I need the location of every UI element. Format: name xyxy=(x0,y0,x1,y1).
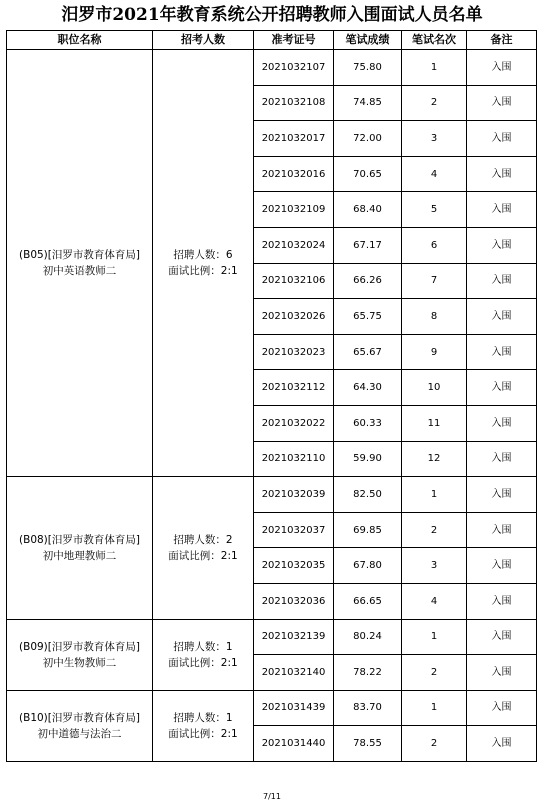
quota-count: 招聘人数：1 xyxy=(173,640,233,653)
rank-cell: 3 xyxy=(402,548,467,584)
page-number: 7/11 xyxy=(263,792,281,801)
page-title: 汨罗市2021年教育系统公开招聘教师入围面试人员名单 xyxy=(61,5,483,25)
exam-id-cell: 2021032024 xyxy=(254,227,334,263)
quota-count: 招聘人数：1 xyxy=(173,711,233,724)
exam-id-cell: 2021032106 xyxy=(254,263,334,299)
note-cell: 入围 xyxy=(467,441,537,477)
rank-cell: 4 xyxy=(402,583,467,619)
note-cell: 入围 xyxy=(467,405,537,441)
exam-id-cell: 2021032039 xyxy=(254,477,334,513)
exam-id-cell: 2021032036 xyxy=(254,583,334,619)
score-cell: 68.40 xyxy=(334,192,402,228)
exam-id-cell: 2021032140 xyxy=(254,655,334,691)
exam-id-cell: 2021032016 xyxy=(254,156,334,192)
table-row xyxy=(7,50,537,86)
score-cell: 64.30 xyxy=(334,370,402,406)
exam-id-cell: 2021032110 xyxy=(254,441,334,477)
rank-cell: 1 xyxy=(402,50,467,86)
position-unit: (B08)[汨罗市教育体育局] xyxy=(19,533,140,546)
rank-cell: 10 xyxy=(402,370,467,406)
interview-ratio: 面试比例：2:1 xyxy=(168,727,238,740)
interview-ratio: 面试比例：2:1 xyxy=(168,656,238,669)
note-cell: 入围 xyxy=(467,85,537,121)
score-cell: 60.33 xyxy=(334,405,402,441)
note-cell: 入围 xyxy=(467,655,537,691)
position-cell xyxy=(7,690,153,761)
score-cell: 67.17 xyxy=(334,227,402,263)
exam-id-cell: 2021032112 xyxy=(254,370,334,406)
header-exam-id: 准考证号 xyxy=(254,31,334,50)
position-title: 初中英语教师二 xyxy=(42,265,117,278)
score-cell: 66.65 xyxy=(334,583,402,619)
score-cell: 65.75 xyxy=(334,299,402,335)
note-cell: 入围 xyxy=(467,477,537,513)
exam-id-cell: 2021032139 xyxy=(254,619,334,655)
rank-cell: 2 xyxy=(402,726,467,762)
rank-cell: 6 xyxy=(402,227,467,263)
exam-id-cell: 2021031440 xyxy=(254,726,334,762)
rank-cell: 5 xyxy=(402,192,467,228)
score-cell: 82.50 xyxy=(334,477,402,513)
score-cell: 78.22 xyxy=(334,655,402,691)
note-cell: 入围 xyxy=(467,512,537,548)
position-title: 初中道德与法治二 xyxy=(37,727,122,740)
position-cell xyxy=(7,619,153,690)
note-cell: 入围 xyxy=(467,583,537,619)
header-score: 笔试成绩 xyxy=(334,31,402,50)
quota-cell xyxy=(153,619,254,690)
rank-cell: 12 xyxy=(402,441,467,477)
table-row xyxy=(7,690,537,726)
table-row xyxy=(7,477,537,513)
rank-cell: 1 xyxy=(402,619,467,655)
note-cell: 入围 xyxy=(467,192,537,228)
score-cell: 72.00 xyxy=(334,121,402,157)
quota-cell xyxy=(153,690,254,761)
note-cell: 入围 xyxy=(467,299,537,335)
note-cell: 入围 xyxy=(467,156,537,192)
note-cell: 入围 xyxy=(467,121,537,157)
note-cell: 入围 xyxy=(467,370,537,406)
exam-id-cell: 2021031439 xyxy=(254,690,334,726)
exam-id-cell: 2021032037 xyxy=(254,512,334,548)
note-cell: 入围 xyxy=(467,690,537,726)
exam-id-cell: 2021032026 xyxy=(254,299,334,335)
note-cell: 入围 xyxy=(467,619,537,655)
rank-cell: 7 xyxy=(402,263,467,299)
exam-id-cell: 2021032022 xyxy=(254,405,334,441)
exam-id-cell: 2021032023 xyxy=(254,334,334,370)
score-cell: 80.24 xyxy=(334,619,402,655)
note-cell: 入围 xyxy=(467,50,537,86)
table-body xyxy=(7,50,537,762)
exam-id-cell: 2021032035 xyxy=(254,548,334,584)
rank-cell: 2 xyxy=(402,85,467,121)
rank-cell: 8 xyxy=(402,299,467,335)
score-cell: 65.67 xyxy=(334,334,402,370)
header-row xyxy=(7,31,537,50)
score-cell: 74.85 xyxy=(334,85,402,121)
header-rank: 笔试名次 xyxy=(402,31,467,50)
score-cell: 59.90 xyxy=(334,441,402,477)
score-cell: 78.55 xyxy=(334,726,402,762)
note-cell: 入围 xyxy=(467,334,537,370)
candidate-table xyxy=(6,30,537,762)
position-cell xyxy=(7,477,153,619)
rank-cell: 4 xyxy=(402,156,467,192)
table-row xyxy=(7,619,537,655)
rank-cell: 3 xyxy=(402,121,467,157)
rank-cell: 2 xyxy=(402,512,467,548)
quota-cell xyxy=(153,50,254,477)
note-cell: 入围 xyxy=(467,548,537,584)
score-cell: 83.70 xyxy=(334,690,402,726)
note-cell: 入围 xyxy=(467,263,537,299)
position-cell xyxy=(7,50,153,477)
quota-count: 招聘人数：2 xyxy=(173,533,233,546)
note-cell: 入围 xyxy=(467,227,537,263)
header-note: 备注 xyxy=(467,31,537,50)
rank-cell: 9 xyxy=(402,334,467,370)
rank-cell: 2 xyxy=(402,655,467,691)
position-unit: (B05)[汨罗市教育体育局] xyxy=(19,249,140,262)
quota-count: 招聘人数：6 xyxy=(173,249,233,262)
position-title: 初中地理教师二 xyxy=(42,549,117,562)
exam-id-cell: 2021032109 xyxy=(254,192,334,228)
score-cell: 66.26 xyxy=(334,263,402,299)
header-position: 职位名称 xyxy=(7,31,153,50)
rank-cell: 1 xyxy=(402,477,467,513)
interview-ratio: 面试比例：2:1 xyxy=(168,549,238,562)
position-title: 初中生物教师二 xyxy=(42,656,117,669)
exam-id-cell: 2021032108 xyxy=(254,85,334,121)
exam-id-cell: 2021032017 xyxy=(254,121,334,157)
interview-ratio: 面试比例：2:1 xyxy=(168,265,238,278)
score-cell: 67.80 xyxy=(334,548,402,584)
position-unit: (B10)[汨罗市教育体育局] xyxy=(19,711,140,724)
rank-cell: 11 xyxy=(402,405,467,441)
exam-id-cell: 2021032107 xyxy=(254,50,334,86)
note-cell: 入围 xyxy=(467,726,537,762)
score-cell: 70.65 xyxy=(334,156,402,192)
score-cell: 75.80 xyxy=(334,50,402,86)
rank-cell: 1 xyxy=(402,690,467,726)
quota-cell xyxy=(153,477,254,619)
header-quota: 招考人数 xyxy=(153,31,254,50)
score-cell: 69.85 xyxy=(334,512,402,548)
position-unit: (B09)[汨罗市教育体育局] xyxy=(19,640,140,653)
